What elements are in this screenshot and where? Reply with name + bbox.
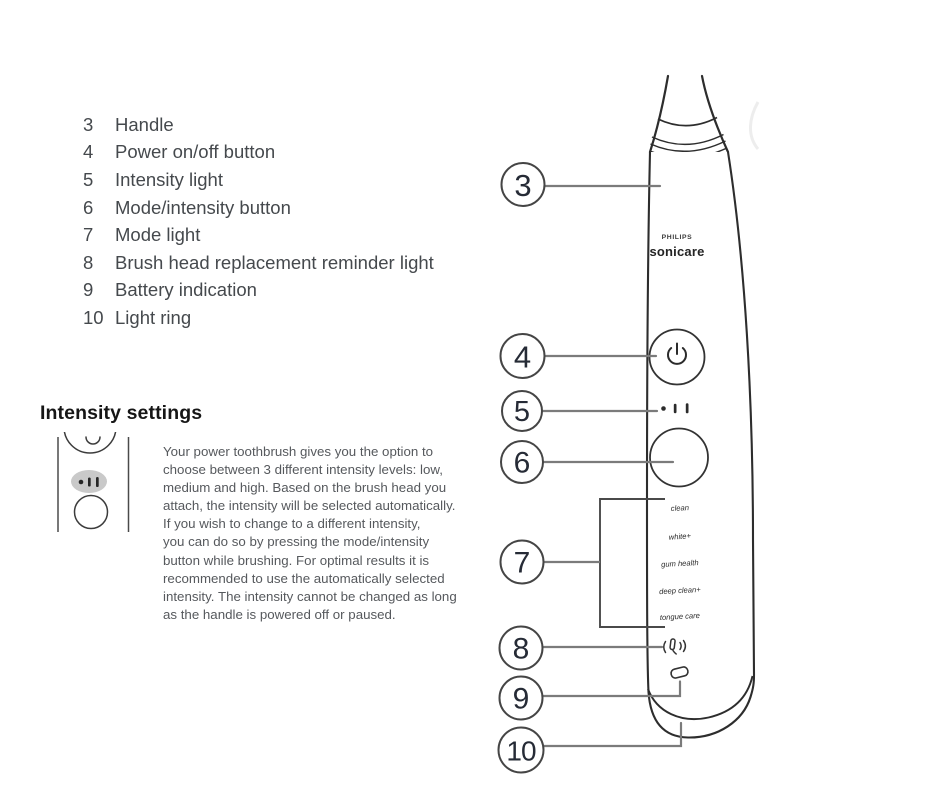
paragraph-line: recommended to use the automatically selected [163,570,445,586]
mode-label-clean: clean [670,503,690,513]
part-number: 3 [83,113,94,135]
paragraph-line: choose between 3 different intensity levels: low, [163,462,443,478]
callout-number: 7 [513,546,531,580]
part-label: Power on/off button [115,141,276,163]
handle-neck-right [702,76,728,152]
intensity-thumbnail-illustration [55,432,135,536]
parts-list [83,111,434,332]
callout-8 [500,627,543,670]
callout-number: 5 [513,396,531,428]
callout-number: 3 [514,168,532,203]
parts-list-item [83,277,434,305]
paragraph-line: as the handle is powered off or paused. [163,606,396,622]
callout-3 [502,163,545,206]
thumb-intensity-dash [88,478,91,487]
callout-7 [501,541,544,584]
parts-list-item [83,249,434,277]
thumb-power-icon [86,437,100,444]
collar-ring [652,135,724,145]
brand-philips: PHILIPS [661,234,693,241]
part-number: 6 [83,196,94,218]
power-button [650,330,705,385]
mode-label-gum-health: gum health [660,558,699,569]
parts-list-item [83,221,434,249]
mode-button [650,429,708,487]
parts-list-item [83,139,434,167]
intensity-settings-heading: Intensity settings [40,402,203,424]
part-number: 7 [83,224,94,246]
paragraph-line: you can do so by pressing the mode/intensity [163,534,430,550]
toothbrush-diagram [480,60,780,790]
parts-list-item [83,194,434,222]
callout-6 [501,441,543,483]
callout-number: 6 [513,446,531,480]
callout-5 [502,391,542,431]
mode-label-tongue-care: tongue care [659,610,701,623]
parts-list-item [83,304,434,332]
part-label: Brush head replacement reminder light [115,251,434,273]
paragraph-line: attach, the intensity will be selected automatically. [163,498,456,514]
collar-ring [651,141,726,151]
paragraph-line: If you wish to change to a different intensity, [163,516,421,532]
callout-9 [500,677,543,720]
part-number: 9 [83,279,94,301]
paragraph-line: Your power toothbrush gives you the option to [163,444,434,459]
part-number: 5 [83,168,94,190]
callout-10 [499,728,544,773]
parts-list-item [83,111,434,139]
part-label: Handle [115,113,174,135]
thumb-mode-button [75,496,108,529]
callouts [499,163,545,773]
callout-number: 8 [512,632,530,666]
callout-number: 9 [512,682,530,716]
thumb-intensity-dot [79,480,84,485]
thumb-power-button [64,432,116,453]
part-number: 4 [83,141,94,163]
paragraph-line: medium and high. Based on the brush head you [163,480,447,496]
part-label: Intensity light [115,168,223,190]
parts-list-item [83,166,434,194]
collar-ring [658,118,717,126]
intensity-paragraph [163,443,508,624]
mode-label-deep-clean: deep clean+ [658,584,701,597]
part-label: Light ring [115,306,192,328]
paragraph-line: button while brushing. For optimal results it is [163,552,430,568]
mode-label-white: white+ [668,531,692,542]
callout-number: 4 [513,339,532,375]
scan-artifact [750,102,758,149]
part-number: 10 [83,306,104,328]
part-label: Battery indication [115,279,257,301]
callout-4 [501,334,545,378]
part-label: Mode light [115,224,201,246]
callout-number: 10 [506,735,536,767]
part-number: 8 [83,251,94,273]
brand-sonicare: sonicare [649,244,705,259]
thumb-intensity-dash [96,477,99,487]
paragraph-line: intensity. The intensity cannot be changed as long [163,588,457,604]
part-label: Mode/intensity button [115,196,291,218]
